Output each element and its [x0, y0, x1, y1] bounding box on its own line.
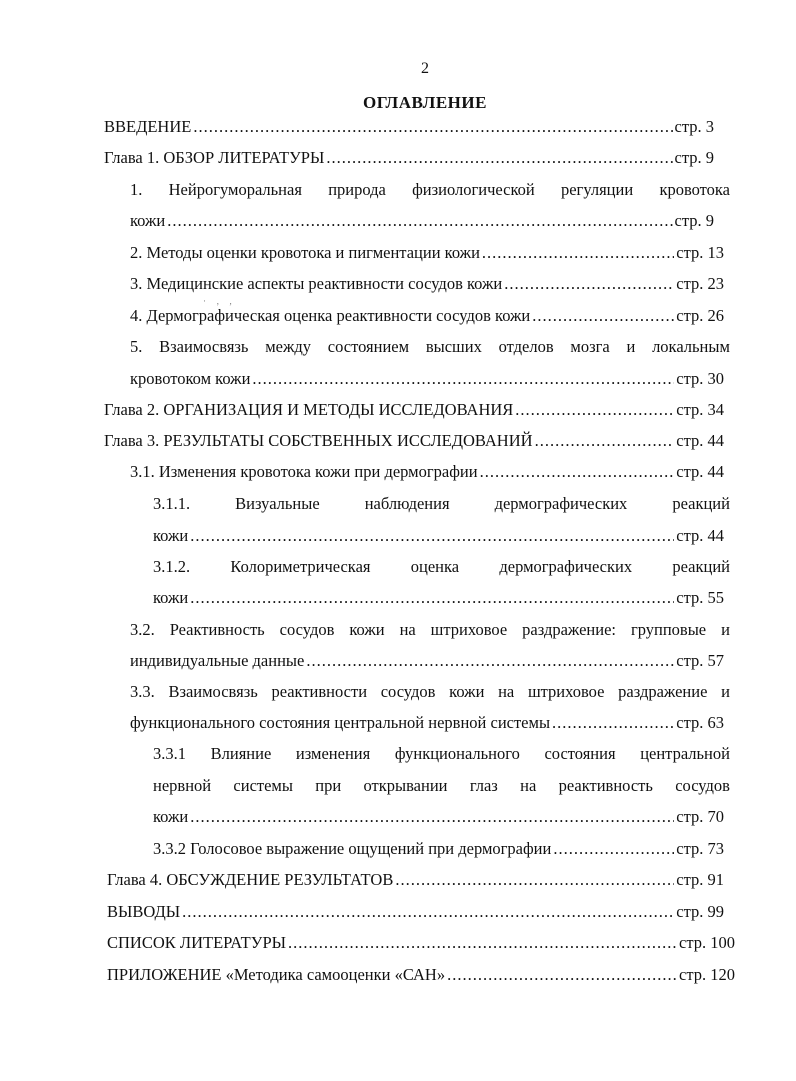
toc-entry-section-3-3-1-line2[interactable] — [153, 776, 730, 796]
toc-entry-section-3-2-line2[interactable] — [130, 651, 724, 671]
toc-word: локальным — [652, 337, 730, 356]
toc-label: ПРИЛОЖЕНИЕ «Методика самооценки «САН» — [107, 965, 446, 984]
toc-dots — [326, 148, 672, 168]
toc-entry-section-3-3-line2[interactable] — [130, 713, 724, 733]
toc-entry-section-4[interactable] — [130, 306, 724, 326]
toc-label: ВВЕДЕНИЕ — [104, 117, 192, 136]
toc-entry-chapter-3[interactable] — [104, 431, 724, 451]
toc-page: стр. 26 — [676, 306, 724, 325]
toc-dots — [306, 651, 674, 671]
toc-page: стр. 99 — [676, 902, 724, 921]
toc-dots — [190, 807, 674, 827]
toc-entry-section-1-line2[interactable] — [130, 211, 714, 231]
toc-dots — [504, 274, 674, 294]
toc-word: Взаимосвязь — [159, 337, 249, 356]
toc-word: кожи — [449, 682, 485, 701]
toc-word: штриховое — [430, 620, 508, 639]
toc-word: мозга — [570, 337, 610, 356]
toc-entry-conclusions[interactable] — [107, 902, 724, 922]
toc-dots — [480, 462, 675, 482]
toc-word: дермографических — [499, 557, 633, 576]
toc-word: сосудов — [675, 776, 730, 795]
toc-label: кожи — [130, 211, 166, 230]
toc-entry-section-3-3-line1[interactable] — [130, 682, 730, 702]
toc-label: Глава 4. ОБСУЖДЕНИЕ РЕЗУЛЬТАТОВ — [107, 870, 394, 889]
toc-word: и — [721, 620, 730, 639]
toc-word: физиологической — [412, 180, 535, 199]
toc-label: 4. Дермографическая оценка реактивности сосудов кожи — [130, 306, 531, 325]
toc-page: стр. 3 — [674, 117, 714, 136]
toc-word: штриховое — [527, 682, 605, 701]
toc-word: функционального — [394, 744, 520, 763]
toc-label: Глава 1. ОБЗОР ЛИТЕРАТУРЫ — [104, 148, 325, 167]
toc-label: кожи — [153, 807, 189, 826]
toc-word: системы — [233, 776, 293, 795]
toc-label: кожи — [153, 588, 189, 607]
toc-entry-section-5-line1[interactable] — [130, 337, 730, 357]
toc-word: реакций — [672, 557, 730, 576]
toc-page: стр. 63 — [676, 713, 724, 732]
toc-word: 3.3. — [130, 682, 155, 701]
toc-label: Глава 2. ОРГАНИЗАЦИЯ И МЕТОДЫ ИССЛЕДОВАНИЯ — [104, 400, 514, 419]
toc-page: стр. 23 — [676, 274, 724, 293]
toc-page: стр. 44 — [676, 462, 724, 481]
toc-word: Нейрогуморальная — [168, 180, 302, 199]
toc-word: 3.2. — [130, 620, 155, 639]
toc-word: состояния — [544, 744, 616, 763]
toc-page: стр. 55 — [676, 588, 724, 607]
toc-page: стр. 100 — [679, 933, 735, 952]
toc-dots — [288, 933, 677, 953]
toc-word: дермографических — [494, 494, 628, 513]
toc-entry-section-3-3-1-line3[interactable] — [153, 807, 724, 827]
toc-word: природа — [328, 180, 386, 199]
toc-label: функционального состояния центральной нервной системы — [130, 713, 551, 732]
toc-word: отделов — [498, 337, 554, 356]
toc-entry-appendix[interactable] — [107, 965, 735, 985]
toc-word: раздражение: — [522, 620, 616, 639]
toc-word: на — [520, 776, 537, 795]
toc-entry-section-3-1[interactable] — [130, 462, 724, 482]
toc-word: изменения — [295, 744, 371, 763]
toc-word: Взаимосвязь — [168, 682, 258, 701]
toc-page: стр. 44 — [676, 526, 724, 545]
toc-page: стр. 9 — [674, 211, 714, 230]
toc-word: высших — [425, 337, 482, 356]
toc-entry-intro[interactable] — [104, 117, 714, 137]
toc-label: кожи — [153, 526, 189, 545]
toc-label: Глава 3. РЕЗУЛЬТАТЫ СОБСТВЕННЫХ ИССЛЕДОВАНИЙ — [104, 431, 533, 450]
toc-word: реакций — [672, 494, 730, 513]
toc-word: наблюдения — [364, 494, 450, 513]
toc-word: 3.1.2. — [153, 557, 191, 576]
toc-word: Визуальные — [235, 494, 320, 513]
toc-entry-section-3-2-line1[interactable] — [130, 620, 730, 640]
toc-word: на — [399, 620, 416, 639]
toc-label: кровотоком кожи — [130, 369, 251, 388]
toc-label: 3.3.2 Голосовое выражение ощущений при дермографии — [153, 839, 552, 858]
toc-word: раздражение — [618, 682, 708, 701]
toc-word: 3.1.1. — [153, 494, 191, 513]
toc-dots — [532, 306, 674, 326]
toc-word: на — [498, 682, 515, 701]
toc-word: открывании — [363, 776, 448, 795]
toc-dots — [553, 839, 674, 859]
toc-label: ВЫВОДЫ — [107, 902, 181, 921]
toc-page: стр. 91 — [676, 870, 724, 889]
toc-page: стр. 30 — [676, 369, 724, 388]
toc-entry-section-5-line2[interactable] — [130, 369, 724, 389]
toc-label: 3.1. Изменения кровотока кожи при дермографии — [130, 462, 478, 481]
toc-entry-chapter-2[interactable] — [104, 400, 724, 420]
toc-entry-chapter-1[interactable] — [104, 148, 714, 168]
toc-dots — [167, 211, 672, 231]
toc-page: стр. 34 — [676, 400, 724, 419]
toc-dots — [193, 117, 672, 137]
toc-word: глаз — [469, 776, 498, 795]
toc-label: индивидуальные данные — [130, 651, 305, 670]
toc-word: Реактивность — [169, 620, 265, 639]
toc-word: и — [626, 337, 636, 356]
toc-entry-section-3-1-1-line1[interactable] — [153, 494, 730, 514]
toc-dots — [552, 713, 674, 733]
toc-entry-section-1-line1[interactable] — [130, 180, 730, 200]
toc-dots — [182, 902, 674, 922]
toc-word: 3.3.1 — [153, 744, 186, 763]
page-number: 2 — [421, 60, 429, 77]
toc-word: групповые — [630, 620, 707, 639]
toc-entry-section-3-3-1-line1[interactable] — [153, 744, 730, 764]
toc-word: 1. — [130, 180, 143, 199]
toc-word: и — [721, 682, 730, 701]
toc-dots — [252, 369, 674, 389]
toc-entry-section-3-3-2[interactable] — [153, 839, 724, 859]
toc-word: кровотока — [659, 180, 730, 199]
toc-word: центральной — [640, 744, 730, 763]
page-title: ОГЛАВЛЕНИЕ — [363, 93, 487, 112]
toc-entry-section-3-1-2-line2[interactable] — [153, 588, 724, 608]
toc-entry-section-3-1-1-line2[interactable] — [153, 526, 724, 546]
toc-word: 5. — [130, 337, 143, 356]
toc-label: 3. Медицинские аспекты реактивности сосудов кожи — [130, 274, 503, 293]
toc-entry-section-2[interactable] — [130, 243, 724, 263]
toc-page: стр. 57 — [676, 651, 724, 670]
toc-word: сосудов — [279, 620, 335, 639]
toc-entry-section-3-1-2-line1[interactable] — [153, 557, 730, 577]
toc-page: стр. 70 — [676, 807, 724, 826]
toc-dots — [515, 400, 674, 420]
toc-page: стр. 73 — [676, 839, 724, 858]
toc-dots — [535, 431, 675, 451]
toc-dots — [395, 870, 674, 890]
toc-entry-references[interactable] — [107, 933, 735, 953]
toc-word: между — [265, 337, 312, 356]
toc-word: регуляции — [560, 180, 634, 199]
toc-entry-section-3[interactable] — [130, 274, 724, 294]
toc-page: стр. 44 — [676, 431, 724, 450]
toc-page: стр. 120 — [679, 965, 735, 984]
toc-dots — [190, 526, 674, 546]
scan-artifact: · ‚ , — [203, 296, 236, 306]
toc-dots — [482, 243, 674, 263]
toc-page: стр. 13 — [676, 243, 724, 262]
toc-word: состоянием — [327, 337, 410, 356]
toc-word: сосудов — [380, 682, 436, 701]
toc-dots — [190, 588, 674, 608]
toc-word: при — [315, 776, 342, 795]
toc-dots — [447, 965, 677, 985]
toc-word: Колориметрическая — [230, 557, 371, 576]
toc-word: Влияние — [210, 744, 272, 763]
toc-word: кожи — [349, 620, 385, 639]
toc-label: СПИСОК ЛИТЕРАТУРЫ — [107, 933, 287, 952]
toc-word: оценка — [410, 557, 460, 576]
toc-label: 2. Методы оценки кровотока и пигментации кожи — [130, 243, 480, 262]
toc-word: реактивность — [558, 776, 653, 795]
toc-page: стр. 9 — [674, 148, 714, 167]
toc-word: реактивности — [271, 682, 368, 701]
toc-entry-chapter-4[interactable] — [107, 870, 724, 890]
toc-word: нервной — [153, 776, 212, 795]
